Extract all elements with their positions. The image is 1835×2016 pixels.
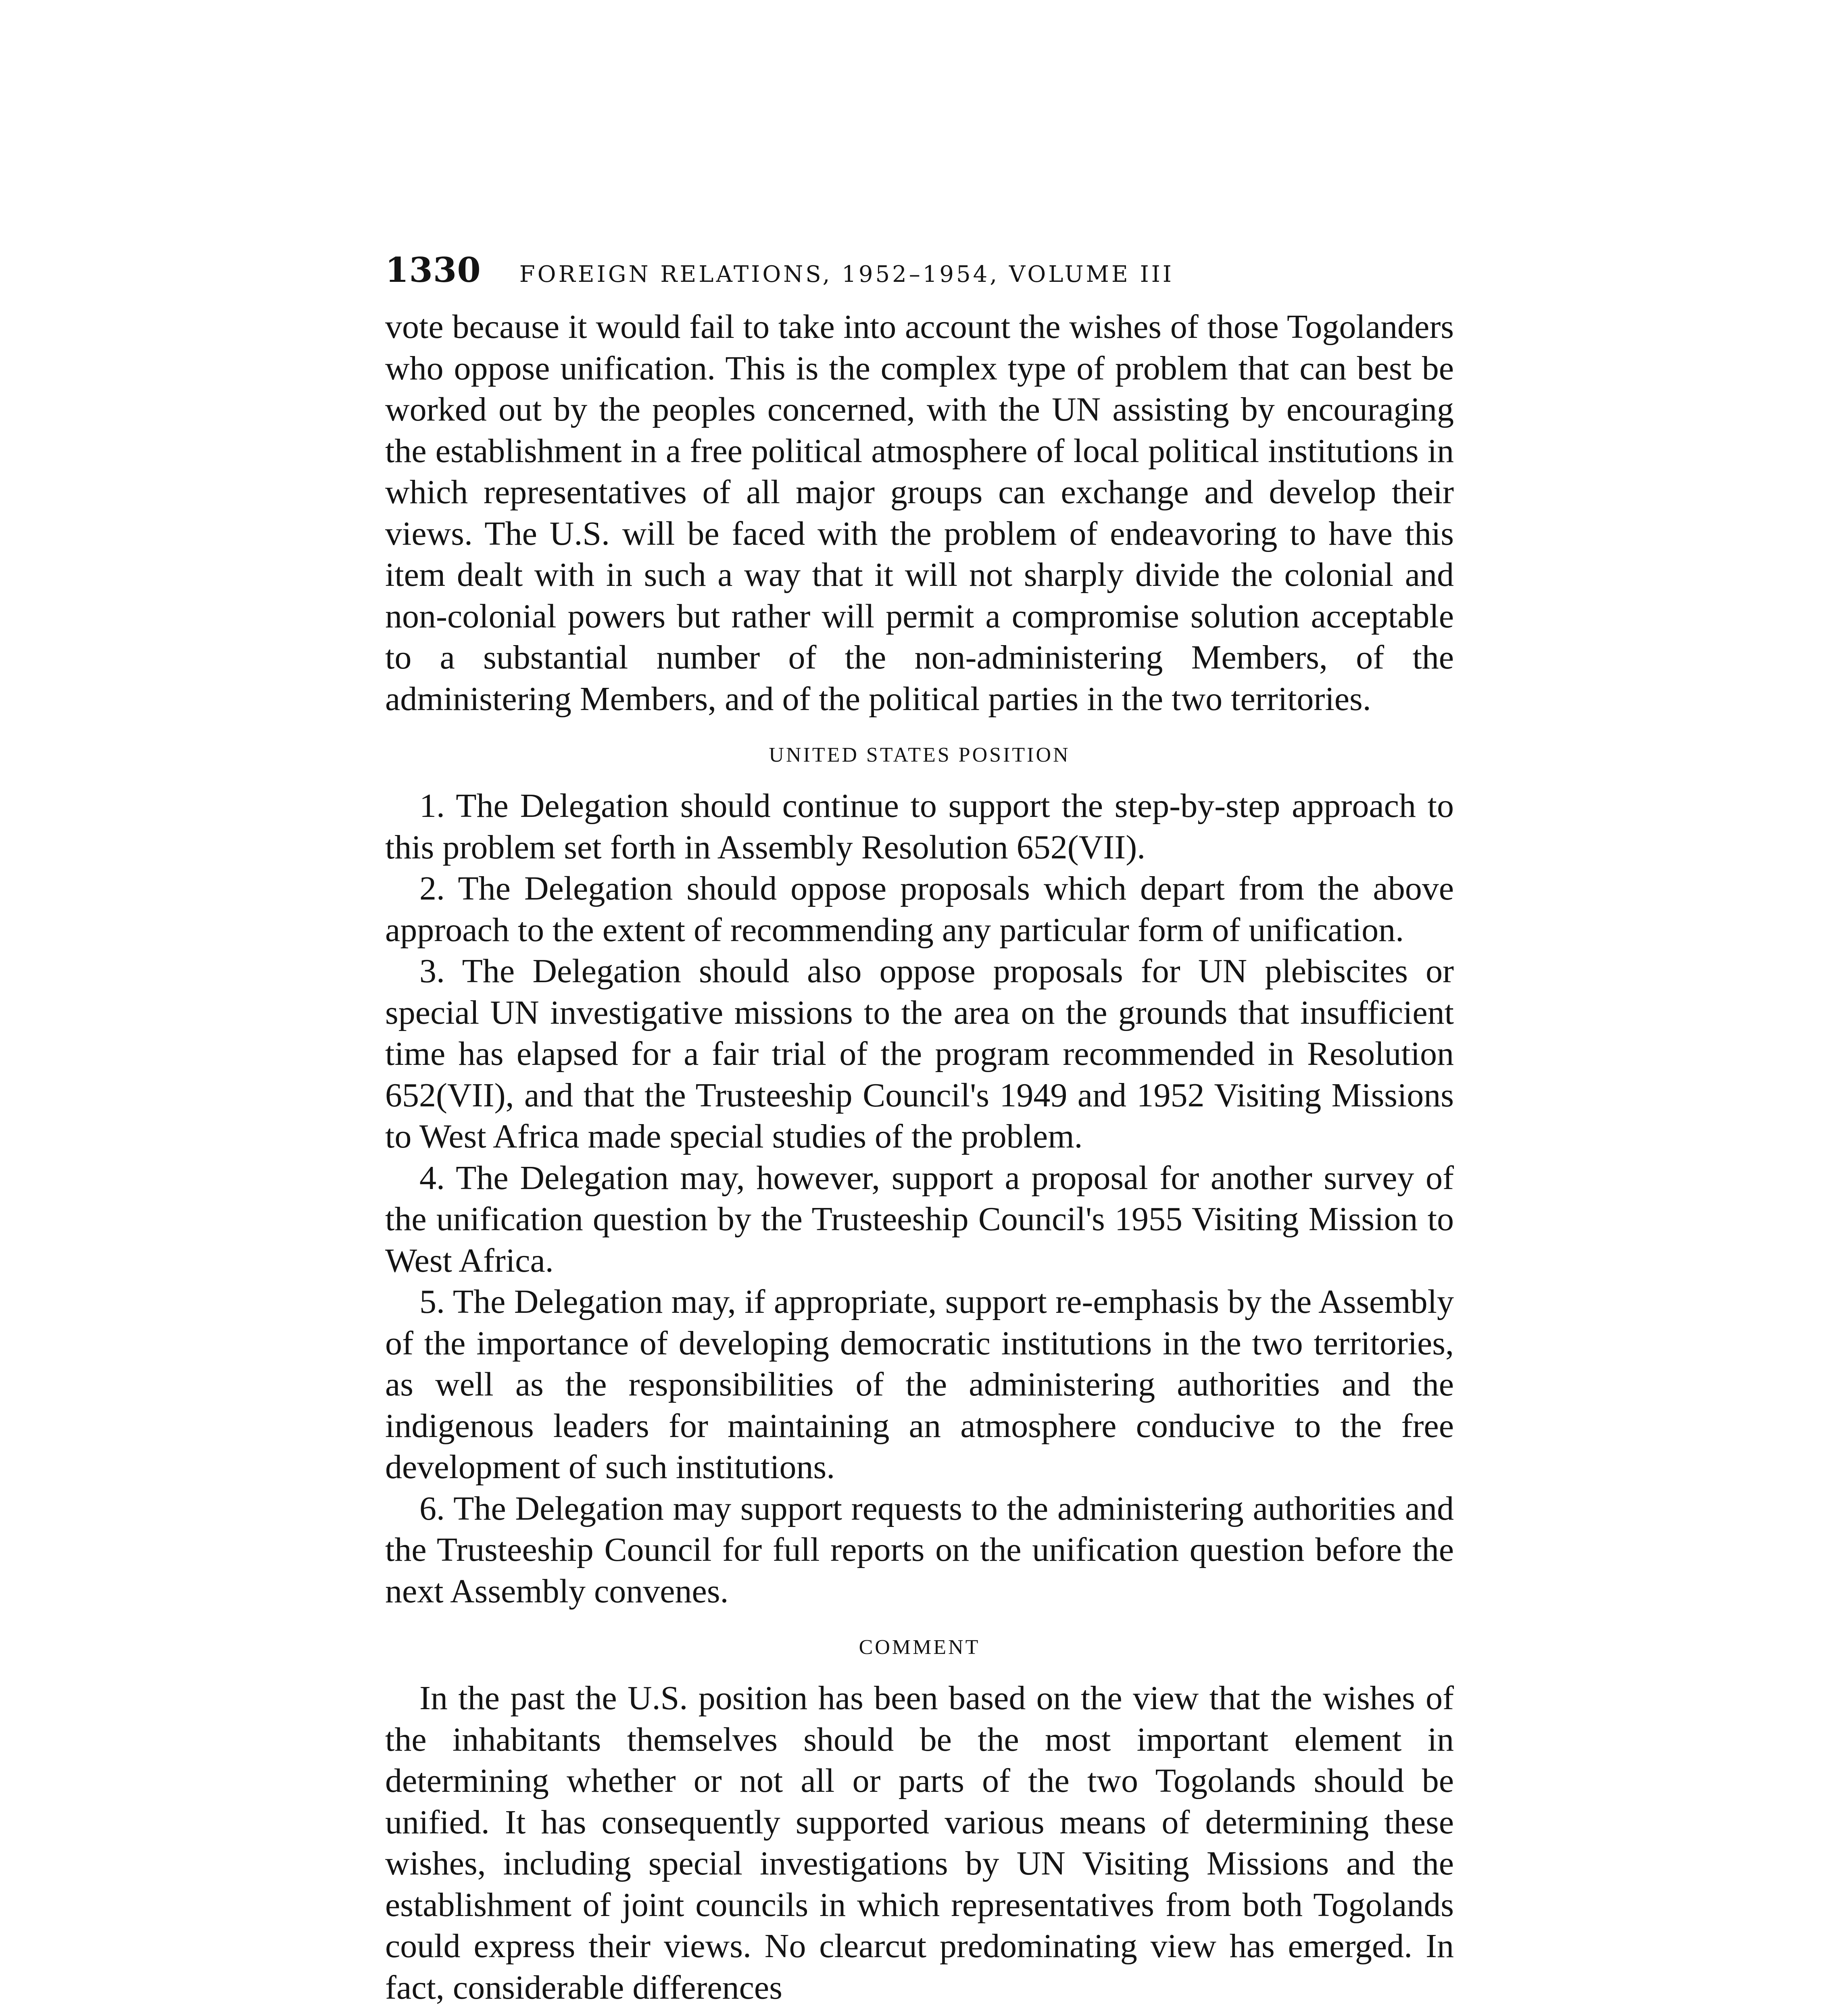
page-header xyxy=(385,250,1454,302)
comment-heading: COMMENT xyxy=(859,1636,980,1659)
position-item-1: 1. The Delegation should continue to support the step-by-step approach to this problem set forth in Assembly Resolution 652(VII). xyxy=(385,787,1454,866)
running-title: FOREIGN RELATIONS, 1952–1954, VOLUME III xyxy=(519,261,1174,287)
comment-paragraph: In the past the U.S. position has been based on the view that the wishes of the inhabitants themselves should be the most important element in determining whether or not all or parts of the two Togolands should be unified. It has consequently supported various means of determining these wishes, including special investigations by UN Visiting Missions and the establishment of joint councils in which representatives from both Togolands could express their views. No clearcut predominating view has emerged. In fact, considerable differences xyxy=(385,1679,1454,2006)
position-heading: UNITED STATES POSITION xyxy=(769,744,1070,766)
position-item-5: 5. The Delegation may, if appropriate, support re-emphasis by the Assembly of the importance of developing democratic institutions in the two territories, as well as the responsibilities of the administering authorities and the indigenous leaders for maintaining an atmosphere conducive to the free development of such institutions. xyxy=(385,1283,1454,1486)
page-number: 1330 xyxy=(385,250,481,290)
position-item-3: 3. The Delegation should also oppose proposals for UN plebiscites or special UN investigative missions to the area on the grounds that insufficient time has elapsed for a fair trial of the program recommended in Resolution 652(VII), and that the Trusteeship Council's 1949 and 1952 Visiting Missions to West Africa made special studies of the problem. xyxy=(385,952,1454,1155)
position-item-6: 6. The Delegation may support requests to the administering authorities and the Trusteeship Council for full reports on the unification question before the next Assembly convenes. xyxy=(385,1489,1454,1610)
document-page xyxy=(385,250,1454,2008)
position-item-2: 2. The Delegation should oppose proposals which depart from the above approach to the extent of recommending any particular form of unification. xyxy=(385,870,1454,949)
position-item-4: 4. The Delegation may, however, support a proposal for another survey of the unification question by the Trusteeship Council's 1955 Visiting Mission to West Africa. xyxy=(385,1159,1454,1279)
continuation-paragraph: vote because it would fail to take into account the wishes of those Togolanders who oppose unification. This is the complex type of problem that can best be worked out by the peoples concerned, with the UN assisting by encouraging the establishment in a free political atmosphere of local political institutions in which representatives of all major groups can exchange and develop their views. The U.S. will be faced with the problem of endeavoring to have this item dealt with in such a way that it will not sharply divide the colonial and non-colonial powers but rather will permit a compromise solution acceptable to a substantial number of the non-administering Members, of the administering Members, and of the political parties in the two territories. xyxy=(385,308,1454,718)
